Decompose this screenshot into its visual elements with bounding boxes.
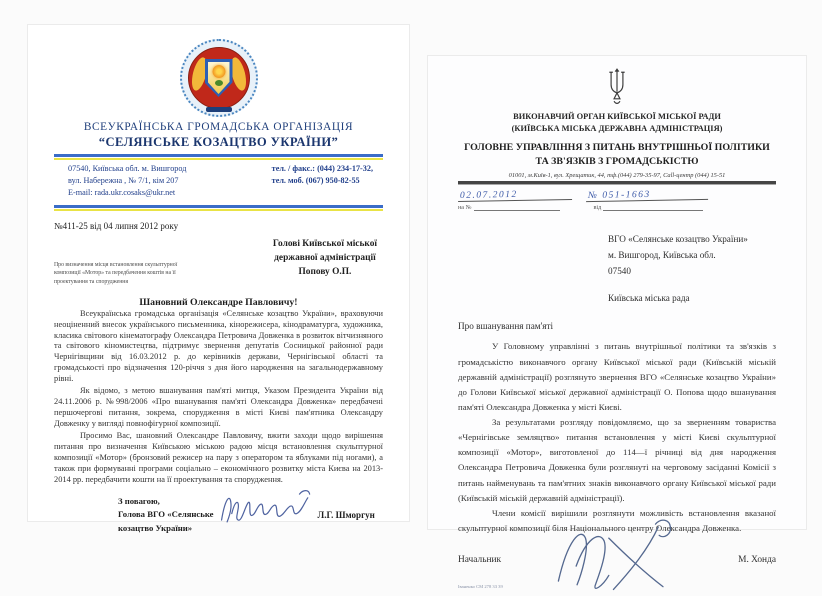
tryzub-icon <box>604 68 630 106</box>
org-address-line1: 07540, Київська обл. м. Вишгород <box>68 164 187 173</box>
letterhead-rule <box>458 181 776 185</box>
letter-body <box>458 339 776 536</box>
paragraph: У Головному управлінні з питань внутрішньої політики та зв'язків з громадськістю виконавчого органу Київської міської ради (Київській міській державній адміністрації) розглянуто звернення ВГО «Селянське козацтво України» до Голови Київської міської державної адміністрації О. Попова щодо вшанування пам'яті Олександра Довженка у місті Києві. <box>458 341 776 412</box>
addressee-block: Голові Київської міської державної адміністрації Попову О.П. <box>272 238 377 277</box>
org-email: E-mail: rada.ukr.cosaks@ukr.net <box>68 187 176 197</box>
letter-body <box>54 309 383 486</box>
handwritten-number: № 051-1663 <box>586 189 708 202</box>
paragraph: Як відомо, з метою вшанування пам'яті митця, Указом Президента України від 24.11.2006 р. №998/2006 «Про вшанування пам'яті Олександра Довженка» передбачені першочергові питання, зокрема, спорудження в місті Києві пам'ятника Олександру Довженку у вигляді повнофігурної композиції. <box>54 386 383 428</box>
signature-block: З повагою, Голова ВГО «Селянське козацтво України» Л.Г. Шморгун <box>118 495 383 534</box>
org-phone-mobile: тел. моб. (067) 950-82-55 <box>271 175 360 185</box>
admin-header-line1: ВИКОНАВЧИЙ ОРГАН КИЇВСЬКОЇ МІСЬКОЇ РАДИ <box>513 112 721 121</box>
paragraph: За результатами розгляду повідомляємо, що за зверненням товариства «Чернігівське земляцтво» питання встановлення у місті Києві скульптурної композиції «Мотор», виготовленої до 114—ї річниці від дня народження Олександра Петровича Довженка були розглянуті на черговому засіданні Комісії з питань найменувань та пам'ятних знаків виконавчого органу Київської міської ради (Київській міській державній адміністрації). <box>458 417 776 503</box>
signer-name: М. Хонда <box>738 555 776 566</box>
emblem-banner <box>206 107 232 112</box>
signer-title: Начальник <box>458 555 502 566</box>
registration-line <box>458 190 776 201</box>
paragraph: Просимо Вас, шановний Олександре Павловичу, вжити заходи щодо вирішення питання про визначення Київською міською радою місця встановлення скульптурної композиції «Мотор» (бронзовий режисер на пару з оператором та яблуками під ногами), а також при формуванні програми соціально – економічного розвитку міста Києва на 2013-2014 рр. передбачити кошти на її проектування та спорудження. <box>54 430 383 484</box>
salutation: Шановний Олександре Павловичу! <box>139 296 298 308</box>
org-name-line2: “СЕЛЯНСЬКЕ КОЗАЦТВО УКРАЇНИ” <box>98 135 339 149</box>
shmorhun-signature-icon <box>216 485 318 531</box>
org-address-line2: вул. Набережна , № 7/1, кім 207 <box>68 175 179 185</box>
letter-right-page <box>428 56 806 590</box>
executor-note: Іваненко СМ 278 33 39 <box>458 584 503 590</box>
letter-subject: Про вшанування пам'яті <box>458 321 554 332</box>
admin-header-line2: (КИЇВСЬКА МІСЬКА ДЕРЖАВНА АДМІНІСТРАЦІЯ) <box>511 124 723 134</box>
signer-name: Л.Г. Шморгун <box>317 509 375 520</box>
handwritten-date: 02.07.2012 <box>458 189 572 202</box>
addressee-block: ВГО «Селянське козацтво України» м. Вишгород, Київська обл. 07540 Київська міська рада <box>608 234 748 304</box>
letter-subject-note: Про визначення місця встановлення скульптурної композиції «Мотор» та передбачення коштів на її проектування та спорудження <box>54 261 178 285</box>
leaf-icon <box>215 80 223 86</box>
department-name-line1: ГОЛОВНЕ УПРАВЛІННЯ З ПИТАНЬ ВНУТРІШНЬОЇ ПОЛІТИКИ <box>464 142 770 154</box>
flag-stripe-bottom <box>54 205 383 211</box>
department-name-line2: ТА ЗВ'ЯЗКІВ З ГРОМАДСЬКІСТЮ <box>535 156 699 168</box>
paragraph: Всеукраїнська громадська організація «Селянське козацтво України», враховуючи неоціненний внесок українського письменника, кінорежисера, кінодраматурга, художника, класика світового кінематографу Олександра Петровича Довженка в розвиток вітчизняного та світового кіномистецтва, підтримує звернення депутатів Сосницької районної ради Чернігівщини від 16.03.2012 р. до керівників держави, Чернігівської області та громадськості про відзначення 120-річчя з дня його народження на загальнодержавному рівні. <box>54 308 383 384</box>
org-phone-fax: тел. / факс.: (044) 234-17-32, <box>271 164 373 173</box>
letterhead-contacts <box>54 160 383 201</box>
reply-ref-line: на № від <box>458 204 776 211</box>
admin-address-line: 01001, м.Київ-1, вул. Хрещатик, 44, тф.(044) 279-35-97, Call-центр (044) 15-51 <box>508 172 726 180</box>
sunflower-icon <box>212 65 225 78</box>
cossack-org-emblem-icon <box>180 39 258 117</box>
letter-left-page <box>28 25 409 533</box>
org-name-line1: ВСЕУКРАЇНСЬКА ГРОМАДСЬКА ОРГАНІЗАЦІЯ <box>83 121 354 133</box>
paragraph: Члени комісії вирішили розглянути можливість встановлення вказаної скульптурної композиції біля Національного центру Олександра Довженка. <box>458 507 776 533</box>
signature-block <box>458 538 776 582</box>
outgoing-ref-number: №411-25 від 04 липня 2012 року <box>54 220 179 231</box>
khonda-signature-icon <box>545 512 695 596</box>
